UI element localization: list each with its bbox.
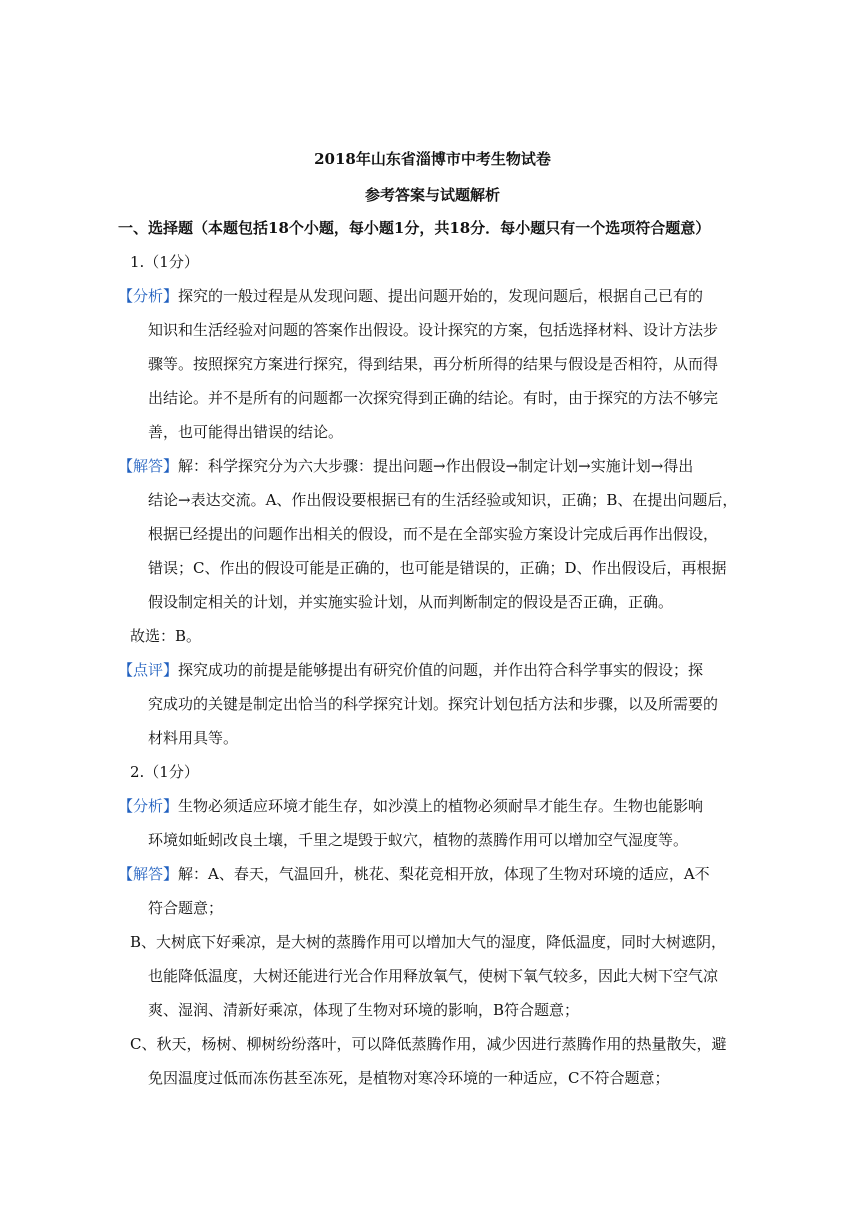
q1-comment-tag: 【点评】 bbox=[118, 661, 179, 679]
q2-answer-tag: 【解答】 bbox=[118, 865, 179, 883]
q1-analysis-tag: 【分析】 bbox=[118, 287, 179, 305]
q1-answer-tag: 【解答】 bbox=[118, 457, 179, 475]
q2-analysis-line-2: 环境如蚯蚓改良土壤，千里之堤毁于蚁穴，植物的蒸腾作用可以增加空气湿度等。 bbox=[148, 831, 689, 849]
q2-option-b-line-3: 爽、湿润、清新好乘凉，体现了生物对环境的影响，B符合题意； bbox=[148, 1001, 580, 1019]
q2-option-c-line-1: C、秋天，杨树、柳树纷纷落叶，可以降低蒸腾作用，减少因进行蒸腾作用的热量散失，避 bbox=[130, 1035, 727, 1053]
q1-answer-line-2: 结论→表达交流。A、作出假设要根据已有的生活经验或知识，正确；B、在提出问题后， bbox=[148, 491, 738, 509]
q1-answer-line-5: 假设制定相关的计划，并实施实验计划，从而判断制定的假设是否正确，正确。 bbox=[148, 593, 674, 611]
q1-analysis-text-1: 探究的一般过程是从发现问题、提出问题开始的，发现问题后，根据自己已有的 bbox=[178, 287, 704, 305]
q1-comment-line-1 bbox=[118, 660, 703, 680]
q2-option-b-line-2: 也能降低温度，大树还能进行光合作用释放氧气，使树下氧气较多，因此大树下空气凉 bbox=[148, 967, 719, 985]
q1-analysis-line-4: 出结论。并不是所有的问题都一次探究得到正确的结论。有时，由于探究的方法不够完 bbox=[148, 389, 719, 407]
q1-analysis-line-1 bbox=[118, 286, 703, 306]
q1-comment-line-3: 材料用具等。 bbox=[148, 729, 239, 747]
q2-answer-line-1 bbox=[118, 864, 710, 884]
q1-answer-line-3: 根据已经提出的问题作出相关的假设，而不是在全部实验方案设计完成后再作出假设， bbox=[148, 525, 719, 543]
q1-choice: 故选：B。 bbox=[130, 627, 202, 645]
q1-analysis-line-2: 知识和生活经验对问题的答案作出假设。设计探究的方案，包括选择材料、设计方法步 bbox=[148, 321, 719, 339]
q2-option-b-line-1: B、大树底下好乘凉，是大树的蒸腾作用可以增加大气的湿度，降低温度，同时大树遮阴， bbox=[130, 933, 727, 951]
document-title: 2018年山东省淄博市中考生物试卷 bbox=[314, 150, 551, 168]
q2-analysis-text-1: 生物必须适应环境才能生存，如沙漠上的植物必须耐旱才能生存。生物也能影响 bbox=[178, 797, 704, 815]
q2-answer-line-2: 符合题意； bbox=[148, 899, 224, 917]
question-2-number: 2.（1分） bbox=[130, 763, 199, 781]
q2-option-c-line-2: 免因温度过低而冻伤甚至冻死，是植物对寒冷环境的一种适应，C不符合题意； bbox=[148, 1069, 670, 1087]
q1-answer-line-4: 错误；C、作出的假设可能是正确的，也可能是错误的，正确；D、作出假设后，再根据 bbox=[148, 559, 727, 577]
q2-analysis-tag: 【分析】 bbox=[118, 797, 179, 815]
question-1-number: 1.（1分） bbox=[130, 253, 199, 271]
q1-analysis-line-5: 善，也可能得出错误的结论。 bbox=[148, 423, 344, 441]
document-subtitle: 参考答案与试题解析 bbox=[364, 186, 500, 204]
q1-answer-line-1 bbox=[118, 456, 693, 476]
q1-comment-line-2: 究成功的关键是制定出恰当的科学探究计划。探究计划包括方法和步骤，以及所需要的 bbox=[148, 695, 719, 713]
q2-analysis-line-1 bbox=[118, 796, 703, 816]
q2-answer-text-1: 解：A、春天，气温回升，桃花、梨花竞相开放，体现了生物对环境的适应，A不 bbox=[178, 865, 710, 883]
q1-comment-text-1: 探究成功的前提是能够提出有研究价值的问题，并作出符合科学事实的假设；探 bbox=[178, 661, 704, 679]
q1-answer-text-1: 解：科学探究分为六大步骤：提出问题→作出假设→制定计划→实施计划→得出 bbox=[178, 457, 694, 475]
q1-analysis-line-3: 骤等。按照探究方案进行探究，得到结果，再分析所得的结果与假设是否相符，从而得 bbox=[148, 355, 719, 373]
section-heading: 一、选择题（本题包括18个小题，每小题1分，共18分．每小题只有一个选项符合题意） bbox=[118, 219, 711, 237]
